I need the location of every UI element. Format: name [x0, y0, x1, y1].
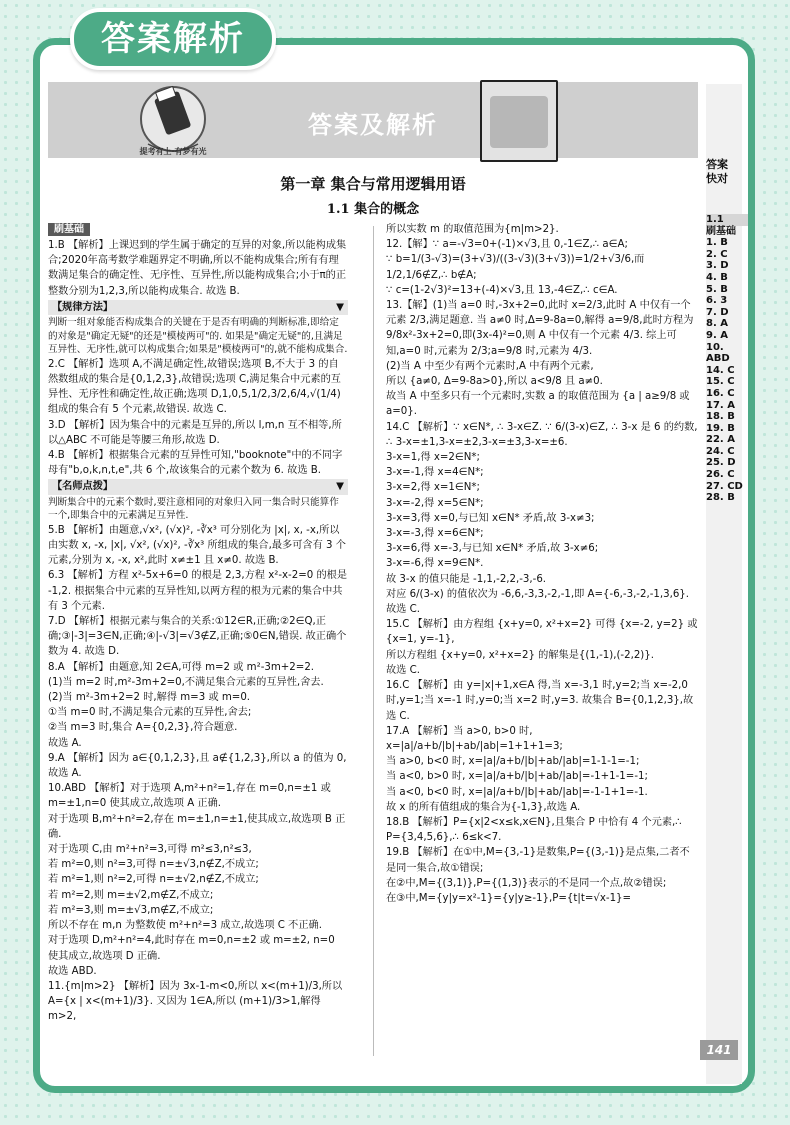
solution-8-line: (1)当 m=2 时,m²-3m+2=0,不满足集合元素的互异性,舍去.: [48, 676, 324, 688]
solution-8-line: ②当 m=3 时,集合 A={0,2,3},符合题意.: [48, 722, 238, 734]
book-cover-image: [480, 80, 558, 162]
triangle-down-icon: ▼: [336, 301, 344, 313]
solution-14-line: 对应 6/(3-x) 的值依次为 -6,6,-3,3,-2,-1,即 A={-6,-3,-2,-1,3,6}.: [386, 588, 690, 600]
answer-item: 2. C: [706, 248, 728, 260]
solution-4: 4.B 【解析】根据集合元素的互异性可知,"booknote"中的不同字母有"b,o,k,n,t,e",共 6 个,故该集合的元素个数为 6. 故选 B.: [48, 450, 343, 477]
triangle-down-icon: ▼: [336, 481, 344, 493]
solution-13-line: 故当 A 中至多只有一个元素时,实数 a 的取值范围为 {a | a≥9/8 或 a=0}.: [386, 391, 690, 418]
solution-10-line: 故选 ABD.: [48, 965, 97, 977]
column-divider: [373, 226, 374, 1056]
solution-8: 8.A 【解析】由题意,知 2∈A,可得 m=2 或 m²-3m+2=2.: [48, 661, 315, 673]
solution-5: 5.B 【解析】由题意,√x², (√x)², -∛x³ 可分别化为 |x|, x, -x,所以由实数 x, -x, |x|, √x², (√x)², -∛x³ 所组成的集合,最多可含有 3 个元素,分别为 x, -x, x²,此时 x≠±1 且 x≠0. 故选 B.: [48, 524, 346, 567]
solution-14-line: 3-x=-3,得 x=6∈N*;: [386, 528, 484, 540]
answer-item: 18. B: [706, 411, 735, 423]
solution-14-line: 3-x=-6,得 x=9∈N*.: [386, 558, 484, 570]
method-text: 判断一组对象能否构成集合的关键在于是否有明确的判断标准,即给定的对象是"确定无疑"的还是"模棱两可"的. 如果是"确定无疑"的,且满足互异性、无序性,就可以构成集合;如果是"模棱两可"的,就不能构成集合.: [48, 317, 348, 356]
answer-item: 5. B: [706, 283, 728, 295]
solution-15-line: 所以方程组 {x+y=0, x²+x=2} 的解集是{(1,-1),(-2,2)}.: [386, 649, 655, 661]
solution-2: 2.C 【解析】选项 A,不满足确定性,故错误;选项 B,不大于 3 的自然数组成的集合是{0,1,2,3},故错误;选项 C,满足集合中元素的互异性、无序性和确定性,故正确;选项 D,1,0,5,1/2,3/2,6/4,√(1/4) 组成的集合有 5 个元素,故错误. 故选 C.: [48, 358, 341, 416]
solution-10-line: 若 m²=0,则 n²=3,可得 n=±√3,n∉Z,不成立;: [48, 859, 259, 871]
answer-item: 16. C: [706, 387, 735, 399]
solution-18: 18.B 【解析】P={x|2<x≤k,x∈N},且集合 P 中恰有 4 个元素,∴ P={3,4,5,6},∴ 6≤k<7.: [386, 816, 682, 844]
answer-item: 7. D: [706, 306, 729, 318]
solution-15-line: 故选 C.: [386, 664, 420, 676]
page-content: [48, 80, 700, 1060]
answer-item: 27. CD: [706, 480, 743, 492]
solution-10-line: 若 m²=2,则 m=±√2,m∉Z,不成立;: [48, 889, 214, 901]
chapter-title: 第一章 集合与常用逻辑用语: [280, 175, 466, 193]
answer-item: 9. A: [706, 329, 728, 341]
solution-17-line: 故 x 的所有值组成的集合为{-1,3},故选 A.: [386, 801, 581, 813]
solution-13-line: (2)当 A 中至少有两个元素时,A 中有两个元素,: [386, 360, 594, 372]
solution-13: 13.【解】(1)当 a=0 时,-3x+2=0,此时 x=2/3,此时 A 中仅有一个元素 2/3,满足题意. 当 a≠0 时,Δ=9-8a=0,解得 a=9/8,此时方程为 9/8x²-3x+2=0,即(3x-4)²=0,则 A 中仅有一个元素 4/3. 综上可知,a=0 时,元素为 2/3;a=9/8 时,元素为 4/3.: [386, 300, 694, 357]
solution-14-line: 3-x=1,得 x=2∈N*;: [386, 452, 480, 464]
solution-14-line: 3-x=-2,得 x=5∈N*;: [386, 497, 484, 509]
solution-17-line: 当 a<0, b<0 时, x=|a|/a+b/|b|+ab/|ab|=-1-1+1=-1.: [386, 786, 648, 798]
page-number: 141: [700, 1040, 738, 1060]
solution-14-line: 3-x=3,得 x=0,与已知 x∈N* 矛盾,故 3-x≠3;: [386, 512, 595, 524]
basic-label: 刷基础: [48, 223, 90, 236]
solution-14-line: 3-x=6,得 x=-3,与已知 x∈N* 矛盾,故 3-x≠6;: [386, 543, 599, 555]
solution-10-line: 对于选项 D,m²+n²=4,此时存在 m=0,n=±2 或 m=±2, n=0 使其成立,故选项 D 正确.: [48, 935, 335, 962]
solution-19: 19.B 【解析】在①中,M={3,-1}是数集,P={(3,-1)}是点集,二者不是同一集合,故①错误;: [386, 847, 690, 874]
solution-10-line: 若 m²=3,则 m=±√3,m∉Z,不成立;: [48, 904, 214, 916]
quick-answers: [706, 214, 748, 504]
solution-14-line: 故 3-x 的值只能是 -1,1,-2,2,-3,-6.: [386, 573, 547, 585]
section-title: 1.1 集合的概念: [326, 202, 420, 217]
svg-text:提考有上·有梦有光: 提考有上·有梦有光: [139, 147, 207, 156]
answer-item: 19. B: [706, 422, 735, 434]
solution-12-line: ∵ b=1/(3-√3)=(3+√3)/((3-√3)(3+√3))=1/2+√3/6,而 1/2,1/6∉Z,∴ b∉A;: [386, 254, 645, 281]
header-banner: [48, 82, 698, 158]
answer-item: 22. A: [706, 434, 735, 446]
tip-text: 判断集合中的元素个数时,要注意相同的对象归入同一集合时只能算作一个,即集合中的元素满足互异性.: [48, 496, 339, 522]
solution-1: 1.B 【解析】上课迟到的学生属于确定的互异的对象,所以能构成集合;2020年高考数学难题界定不明确,所以不能构成集合;所有有理数满足集合的确定性、无序性、互异性,所以能构成集合;小于π的正整数分别为1,2,3,所以能构成集合. 故选 B.: [48, 240, 347, 297]
method-box: 【规律方法】 ▼: [48, 300, 348, 315]
solution-3: 3.D 【解析】因为集合中的元素是互异的,所以 l,m,n 互不相等,所以△ABC 不可能是等腰三角形,故选 D.: [48, 419, 342, 446]
solution-14: 14.C 【解析】∵ x∈N*, ∴ 3-x∈Z. ∵ 6/(3-x)∈Z, ∴ 3-x 是 6 的约数, ∴ 3-x=±1,3-x=±2,3-x=±3,3-x=±6.: [386, 421, 698, 448]
answer-item: 8. A: [706, 318, 728, 330]
solution-14-line: 3-x=2,得 x=1∈N*;: [386, 482, 480, 494]
answer-analysis-tag: 答案解析: [70, 8, 276, 70]
answer-item: 25. D: [706, 457, 736, 469]
left-column: [48, 222, 348, 1025]
solution-11-cont: 所以实数 m 的取值范围为{m|m>2}.: [386, 224, 559, 235]
sidebar-section: 1.1: [706, 214, 748, 226]
answer-item: 14. C: [706, 364, 735, 376]
answer-item: 15. C: [706, 376, 735, 388]
solution-19-line: 在③中,M={y|y=x²-1}={y|y≥-1},P={t|t=√x-1}=: [386, 892, 632, 904]
solution-10-line: 对于选项 C,由 m²+n²=3,可得 m²≤3,n²≤3,: [48, 844, 252, 856]
banner-title: 答案及解析: [308, 110, 438, 139]
tip-box: 【名师点拨】 ▼: [48, 479, 348, 494]
answer-item: 26. C: [706, 469, 735, 481]
answer-item: 3. D: [706, 260, 729, 272]
solution-8-line: (2)当 m²-3m+2=2 时,解得 m=3 或 m=0.: [48, 692, 251, 704]
solution-10: 10.ABD 【解析】对于选项 A,m²+n²=1,存在 m=0,n=±1 或 m=±1,n=0 使其成立,故选项 A 正确.: [48, 783, 331, 810]
answer-item: 17. A: [706, 399, 735, 411]
right-column: [386, 222, 698, 906]
solution-9: 9.A 【解析】因为 a∈{0,1,2,3},且 a∉{1,2,3},所以 a 的值为 0,故选 A.: [48, 752, 347, 780]
answer-item: 24. C: [706, 445, 735, 457]
solution-8-line: 故选 A.: [48, 737, 82, 749]
solution-12: 12.【解】∵ a=-√3=0+(-1)×√3,且 0,-1∈Z,∴ a∈A;: [386, 239, 628, 251]
solution-14-line: 故选 C.: [386, 604, 420, 616]
solution-10-line: 若 m²=1,则 n²=2,可得 n=±√2,n∉Z,不成立;: [48, 874, 259, 886]
solution-10-line: 所以不存在 m,n 为整数使 m²+n²=3 成立,故选项 C 不正确.: [48, 920, 322, 932]
solution-15: 15.C 【解析】由方程组 {x+y=0, x²+x=2} 可得 {x=-2, y=2} 或 {x=1, y=-1},: [386, 619, 698, 646]
answer-item: 28. B: [706, 492, 735, 504]
solution-10-line: 对于选项 B,m²+n²=2,存在 m=±1,n=±1,使其成立,故选项 B 正确.: [48, 813, 346, 840]
solution-13-line: 所以 {a≠0, Δ=9-8a>0},所以 a<9/8 且 a≠0.: [386, 376, 603, 388]
answer-item: 6. 3: [706, 295, 728, 307]
solution-19-line: 在②中,M={(3,1)},P={(1,3)}表示的不是同一个点,故②错误;: [386, 877, 667, 889]
solution-17: 17.A 【解析】当 a>0, b>0 时, x=|a|/a+b/|b|+ab/|ab|=1+1+1=3;: [386, 725, 563, 752]
answer-item: 1. B: [706, 237, 728, 249]
solution-17-line: 当 a<0, b>0 时, x=|a|/a+b/|b|+ab/|ab|=-1+1-1=-1;: [386, 771, 648, 783]
answer-item: 10. ABD: [706, 341, 730, 365]
solution-7: 7.D 【解析】根据元素与集合的关系:①12∈R,正确;②2∈Q,正确;③|-3|=3∈N,正确;④|-√3|=√3∉Z,正确;⑤0∈N,错误. 故正确个数为 4. 故选 D.: [48, 616, 347, 658]
solution-11: 11.{m|m>2} 【解析】因为 3x-1-m<0,所以 x<(m+1)/3,所以 A={x | x<(m+1)/3}. 又因为 1∈A,所以 (m+1)/3>1,解得 m>2,: [48, 980, 343, 1023]
solution-12-line: ∵ c=(1-2√3)²=13+(-4)×√3,且 13,-4∈Z,∴ c∈A.: [386, 284, 618, 296]
solution-17-line: 当 a>0, b<0 时, x=|a|/a+b/|b|+ab/|ab|=1-1-1=-1;: [386, 756, 640, 768]
solution-8-line: ①当 m=0 时,不满足集合元素的互异性,舍去;: [48, 707, 252, 719]
answer-item: 4. B: [706, 271, 728, 283]
sidebar-sub: 刷基础: [706, 225, 736, 237]
solution-14-line: 3-x=-1,得 x=4∈N*;: [386, 467, 484, 479]
sidebar-title: 答案快对: [706, 158, 728, 185]
solution-6: 6.3 【解析】方程 x²-5x+6=0 的根是 2,3,方程 x²-x-2=0 的根是 -1,2. 根据集合中元素的互异性知,以两方程的根为元素的集合中共有 3 个元素.: [48, 570, 348, 612]
solution-16: 16.C 【解析】由 y=|x|+1,x∈A 得,当 x=-3,1 时,y=2;当 x=-2,0 时,y=1;当 x=-1 时,y=0;当 x=2 时,y=3. 故集合 B={0,1,2,3},故选 C.: [386, 680, 694, 722]
